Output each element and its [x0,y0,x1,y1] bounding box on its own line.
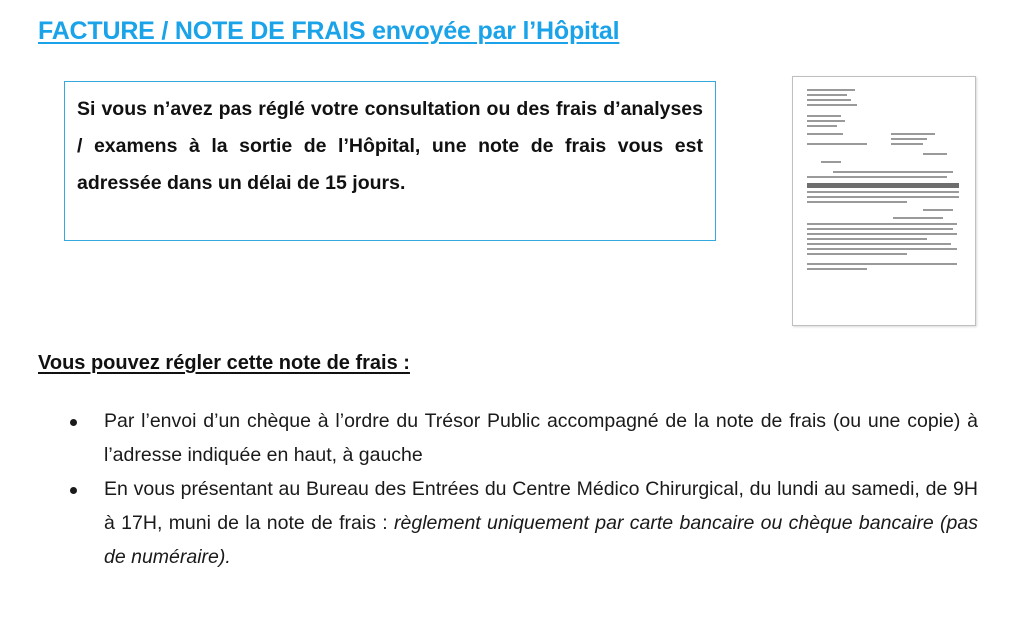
bullet-icon [70,419,77,426]
list-item [64,472,978,574]
list-item [64,404,978,472]
bullet-italic-text: règlement uniquement par carte bancaire ou chèque bancaire (pas de numéraire). [104,512,978,568]
info-box [64,81,716,241]
bullet-text: En vous présentant au Bureau des Entrées du Centre Médico Chirurgical, du lundi au samedi, de 9H à 17H, muni de la note de frais : [104,478,978,534]
bullet-text: Par l’envoi d’un chèque à l’ordre du Trésor Public accompagné de la note de frais (ou une copie) à l’adresse indiquée en haut, à gauche [104,410,978,466]
payment-options-list [64,404,978,574]
info-box-text: Si vous n’avez pas réglé votre consultation ou des frais d’analyses / examens à la sortie de l’Hôpital, une note de frais vous est adressée dans un délai de 15 jours. [77,98,703,194]
page-title: FACTURE / NOTE DE FRAIS envoyée par l’Hôpital [38,17,620,45]
bullet-icon [70,487,77,494]
invoice-document-thumbnail [792,76,976,326]
section-heading: Vous pouvez régler cette note de frais : [38,352,410,374]
invoice-document-icon [793,77,975,325]
